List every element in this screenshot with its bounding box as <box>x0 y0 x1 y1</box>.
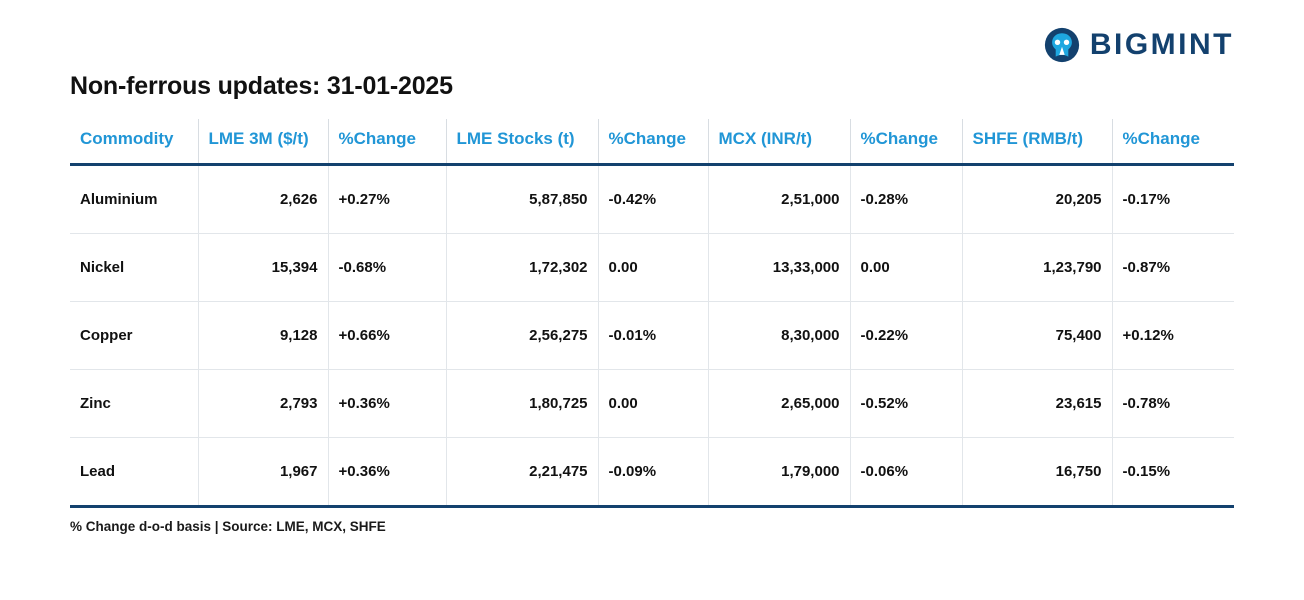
cell-commodity: Zinc <box>70 370 198 438</box>
cell-mcx: 1,79,000 <box>708 438 850 507</box>
col-header-lme-stocks: LME Stocks (t) <box>446 119 598 165</box>
col-header-lme-3m-change: %Change <box>328 119 446 165</box>
table-row <box>70 438 1234 507</box>
cell-mcx-change: -0.06% <box>850 438 962 507</box>
cell-lme-3m: 9,128 <box>198 302 328 370</box>
cell-lme-stocks-change: -0.42% <box>598 165 708 234</box>
col-header-shfe: SHFE (RMB/t) <box>962 119 1112 165</box>
cell-shfe-change: +0.12% <box>1112 302 1234 370</box>
cell-lme-3m-change: +0.36% <box>328 370 446 438</box>
cell-mcx: 2,51,000 <box>708 165 850 234</box>
cell-lme-stocks: 2,21,475 <box>446 438 598 507</box>
table-row <box>70 234 1234 302</box>
cell-lme-3m-change: +0.27% <box>328 165 446 234</box>
col-header-commodity: Commodity <box>70 119 198 165</box>
table-row <box>70 165 1234 234</box>
cell-shfe-change: -0.87% <box>1112 234 1234 302</box>
cell-commodity: Copper <box>70 302 198 370</box>
brand-name: BIGMINT <box>1089 28 1234 61</box>
cell-lme-stocks: 1,72,302 <box>446 234 598 302</box>
col-header-lme-3m: LME 3M ($/t) <box>198 119 328 165</box>
cell-shfe-change: -0.78% <box>1112 370 1234 438</box>
brand-header <box>70 22 1234 68</box>
cell-commodity: Nickel <box>70 234 198 302</box>
table-row <box>70 302 1234 370</box>
cell-mcx: 2,65,000 <box>708 370 850 438</box>
cell-lme-stocks: 2,56,275 <box>446 302 598 370</box>
cell-shfe: 75,400 <box>962 302 1112 370</box>
cell-commodity: Aluminium <box>70 165 198 234</box>
cell-lme-stocks: 5,87,850 <box>446 165 598 234</box>
cell-shfe: 23,615 <box>962 370 1112 438</box>
cell-commodity: Lead <box>70 438 198 507</box>
cell-lme-stocks-change: 0.00 <box>598 234 708 302</box>
cell-mcx-change: -0.28% <box>850 165 962 234</box>
col-header-shfe-change: %Change <box>1112 119 1234 165</box>
col-header-mcx-change: %Change <box>850 119 962 165</box>
cell-lme-3m-change: +0.36% <box>328 438 446 507</box>
non-ferrous-table <box>70 119 1234 508</box>
cell-lme-stocks-change: 0.00 <box>598 370 708 438</box>
cell-shfe: 16,750 <box>962 438 1112 507</box>
page-title: Non-ferrous updates: 31-01-2025 <box>70 72 453 100</box>
cell-lme-3m: 15,394 <box>198 234 328 302</box>
cell-mcx: 8,30,000 <box>708 302 850 370</box>
bigmint-logo <box>1044 27 1234 63</box>
cell-lme-3m-change: +0.66% <box>328 302 446 370</box>
cell-lme-stocks-change: -0.01% <box>598 302 708 370</box>
cell-lme-stocks-change: -0.09% <box>598 438 708 507</box>
cell-mcx: 13,33,000 <box>708 234 850 302</box>
col-header-mcx: MCX (INR/t) <box>708 119 850 165</box>
table-row <box>70 370 1234 438</box>
cell-lme-stocks: 1,80,725 <box>446 370 598 438</box>
cell-mcx-change: -0.22% <box>850 302 962 370</box>
col-header-lme-stocks-change: %Change <box>598 119 708 165</box>
cell-lme-3m: 2,793 <box>198 370 328 438</box>
table-header-row <box>70 119 1234 165</box>
cell-shfe: 20,205 <box>962 165 1112 234</box>
cell-lme-3m-change: -0.68% <box>328 234 446 302</box>
cell-shfe-change: -0.17% <box>1112 165 1234 234</box>
cell-mcx-change: 0.00 <box>850 234 962 302</box>
table-footnote: % Change d-o-d basis | Source: LME, MCX, SHFE <box>70 519 386 534</box>
bigmint-mark-icon <box>1044 27 1080 63</box>
cell-shfe-change: -0.15% <box>1112 438 1234 507</box>
cell-lme-3m: 2,626 <box>198 165 328 234</box>
cell-mcx-change: -0.52% <box>850 370 962 438</box>
cell-lme-3m: 1,967 <box>198 438 328 507</box>
cell-shfe: 1,23,790 <box>962 234 1112 302</box>
